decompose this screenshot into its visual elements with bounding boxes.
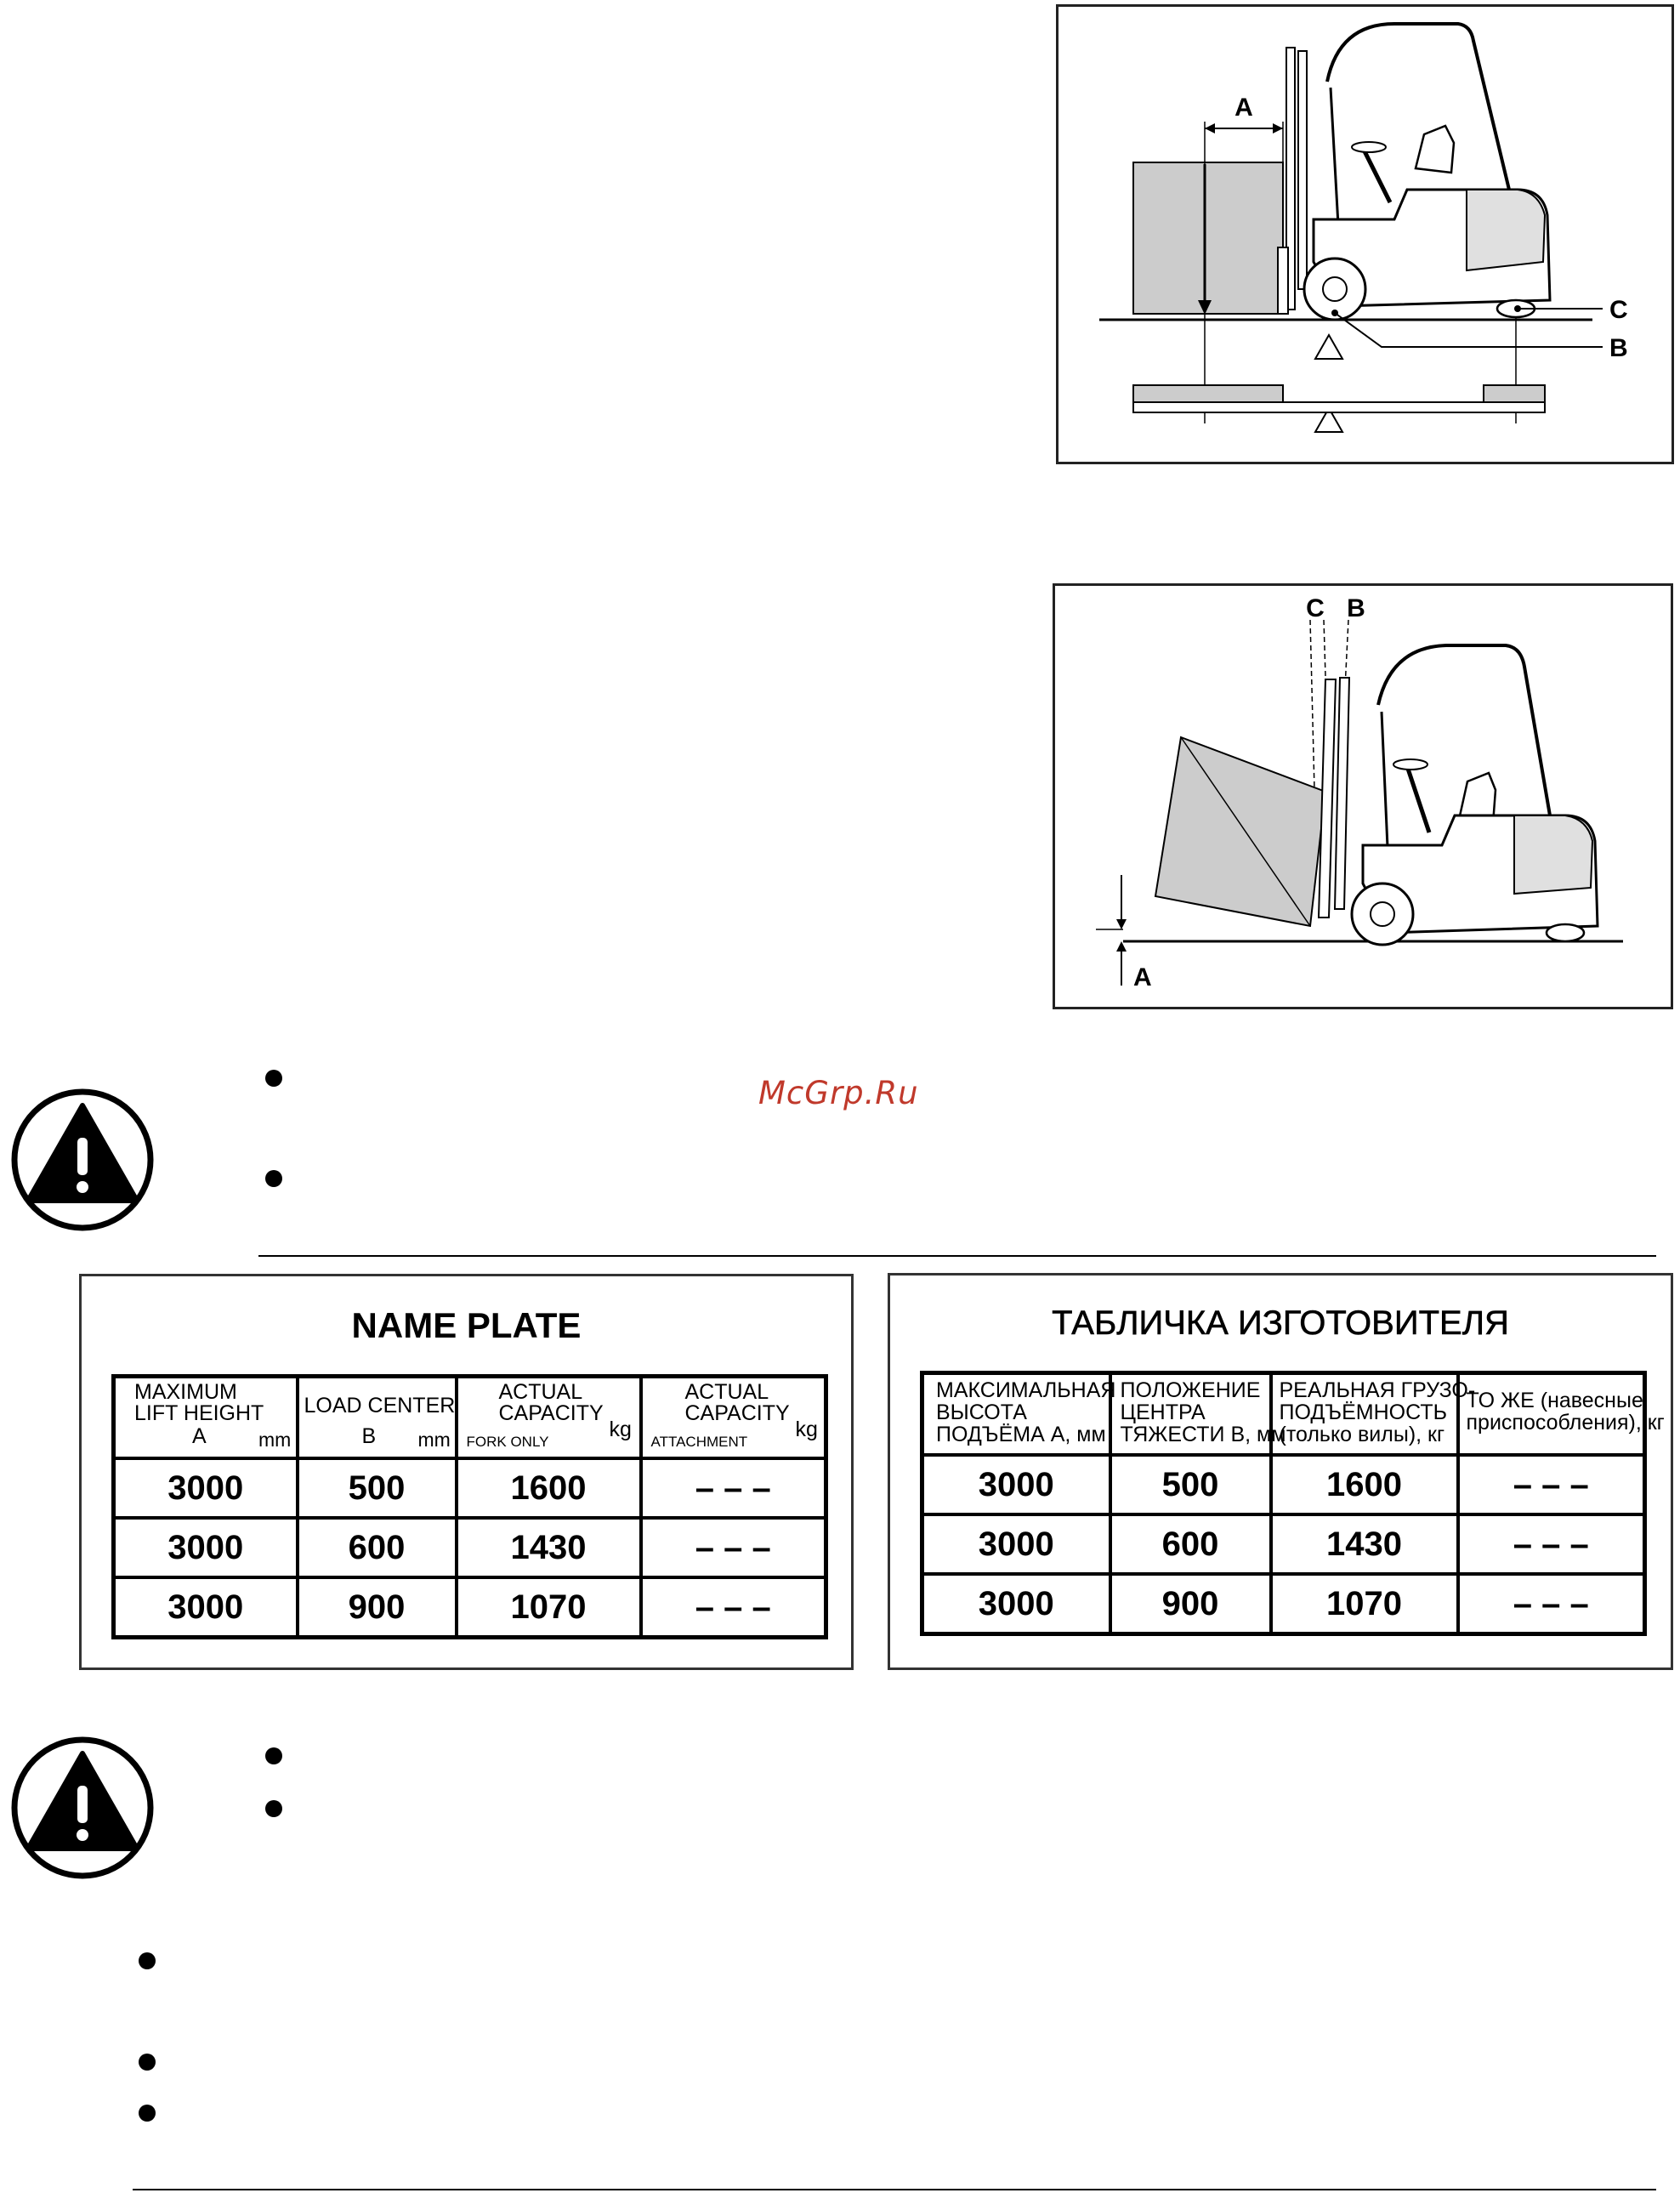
table-cell: – – – xyxy=(1458,1514,1645,1574)
header-capacity-attachment: ТО ЖЕ (навесные приспособления), кг xyxy=(1458,1373,1645,1456)
table-cell: 500 xyxy=(1110,1455,1271,1514)
table-row xyxy=(922,1514,1645,1574)
table-cell: 600 xyxy=(1110,1514,1271,1574)
header-load-center: LOAD CENTER B mm xyxy=(298,1377,457,1459)
table-cell: 3000 xyxy=(922,1574,1110,1634)
header-capacity-fork-only: РЕАЛЬНАЯ ГРУЗО- ПОДЪЁМНОСТЬ (только вилы), кг xyxy=(1271,1373,1458,1456)
label-c: C xyxy=(1609,296,1628,324)
header-max-lift-height: МАКСИМАЛЬНАЯ ВЫСОТА ПОДЪЁМА А, мм xyxy=(922,1373,1110,1456)
table-cell: 600 xyxy=(298,1518,457,1577)
table-cell: 1430 xyxy=(457,1518,641,1577)
table-header-row xyxy=(922,1373,1645,1456)
table-cell: 1070 xyxy=(1271,1574,1458,1634)
header-load-center: ПОЛОЖЕНИЕ ЦЕНТРА ТЯЖЕСТИ В, мм xyxy=(1110,1373,1271,1456)
forklift-tilt-diagram xyxy=(1055,586,1671,1007)
table-cell: 3000 xyxy=(114,1518,298,1577)
table-cell: 1430 xyxy=(1271,1514,1458,1574)
name-plate-table xyxy=(920,1371,1665,1636)
table-cell: 3000 xyxy=(922,1514,1110,1574)
forklift-load-diagram xyxy=(1059,7,1671,462)
figure-mast-tilt xyxy=(1053,583,1673,1009)
table-cell: 900 xyxy=(1110,1574,1271,1634)
table-row xyxy=(922,1574,1645,1634)
label-b: B xyxy=(1347,594,1365,622)
table-row xyxy=(922,1455,1645,1514)
divider xyxy=(258,1255,1656,1257)
table-cell: – – – xyxy=(641,1577,826,1638)
label-b: B xyxy=(1609,334,1628,362)
bullet xyxy=(265,1170,282,1187)
plate-title: NAME PLATE xyxy=(351,1305,582,1345)
table-cell: 1600 xyxy=(1271,1455,1458,1514)
header-capacity-fork-only: ACTUAL CAPACITY FORK ONLY kg xyxy=(457,1377,641,1459)
bullet xyxy=(139,2105,156,2122)
name-plate-english xyxy=(79,1274,854,1670)
name-plate-table xyxy=(111,1374,828,1639)
table-cell: – – – xyxy=(1458,1574,1645,1634)
label-a: A xyxy=(1133,963,1152,991)
table-cell: – – – xyxy=(641,1518,826,1577)
bullet xyxy=(265,1070,282,1087)
table-cell: 500 xyxy=(298,1458,457,1518)
table-row xyxy=(114,1577,826,1638)
header-max-lift-height: MAXIMUM LIFT HEIGHT A mm xyxy=(114,1377,298,1459)
name-plate-russian xyxy=(888,1273,1673,1670)
label-a: A xyxy=(1234,94,1253,122)
warning-icon xyxy=(9,1087,156,1233)
label-c: C xyxy=(1306,594,1325,622)
plate-title: ТАБЛИЧКА ИЗГОТОВИТЕЛЯ xyxy=(1052,1304,1509,1342)
bullet xyxy=(265,1747,282,1764)
bullet xyxy=(265,1800,282,1817)
warning-icon xyxy=(9,1735,156,1881)
table-header-row xyxy=(114,1377,826,1459)
table-cell: 3000 xyxy=(114,1458,298,1518)
header-capacity-attachment: ACTUAL CAPACITY ATTACHMENT kg xyxy=(641,1377,826,1459)
table-cell: 900 xyxy=(298,1577,457,1638)
figure-load-center xyxy=(1056,4,1674,464)
table-cell: 3000 xyxy=(922,1455,1110,1514)
watermark: McGrp.Ru xyxy=(758,1075,919,1111)
table-cell: 1600 xyxy=(457,1458,641,1518)
table-cell: – – – xyxy=(1458,1455,1645,1514)
bullet xyxy=(139,2054,156,2071)
table-cell: – – – xyxy=(641,1458,826,1518)
footer-divider xyxy=(133,2189,1656,2190)
table-cell: 1070 xyxy=(457,1577,641,1638)
table-row xyxy=(114,1518,826,1577)
table-cell: 3000 xyxy=(114,1577,298,1638)
bullet xyxy=(139,1952,156,1969)
table-row xyxy=(114,1458,826,1518)
